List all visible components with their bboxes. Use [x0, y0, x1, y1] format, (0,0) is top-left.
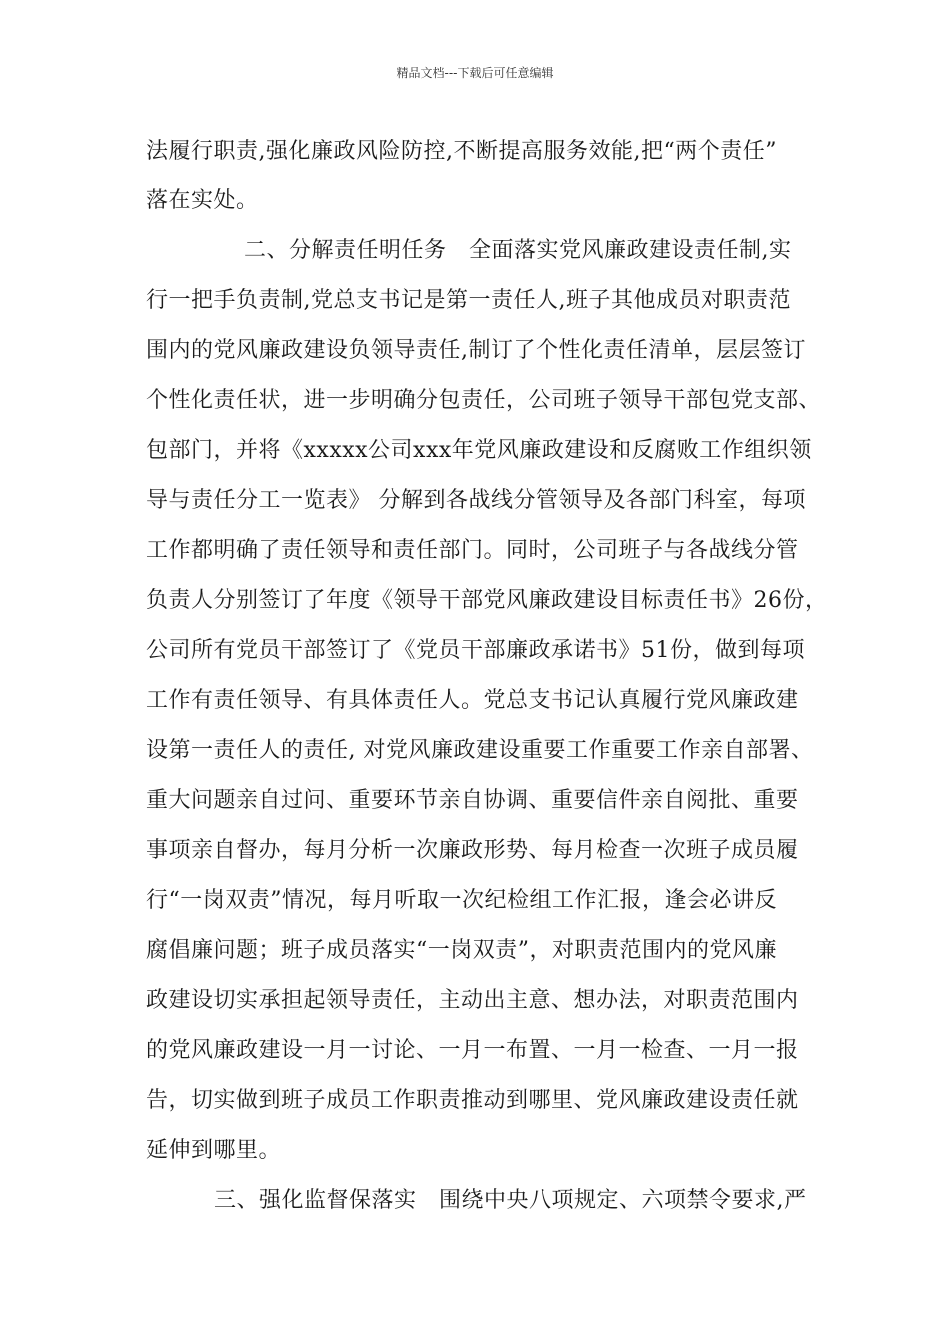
- body-line: 落在实处。: [146, 188, 259, 213]
- body-line: 包部门，并将《xxxxx公司xxx年党风廉政建设和反腐败工作组织领: [146, 438, 812, 463]
- body-line: 腐倡廉问题；班子成员落实“一岗双责”，对职责范围内的党风廉: [146, 938, 777, 963]
- page-header: 精品文档---下载后可任意编辑: [396, 66, 554, 80]
- body-line: 告，切实做到班子成员工作职责推动到哪里、党风廉政建设责任就: [146, 1088, 799, 1113]
- body-line: 的党风廉政建设一月一讨论、一月一布置、一月一检查、一月一报: [146, 1038, 799, 1063]
- body-line: 政建设切实承担起领导责任，主动出主意、想办法，对职责范围内: [146, 988, 799, 1013]
- body-line: 工作有责任领导、有具体责任人。党总支书记认真履行党风廉政建: [146, 688, 799, 713]
- body-line: 行一把手负责制,党总支书记是第一责任人,班子其他成员对职责范: [146, 288, 791, 313]
- body-line: 个性化责任状，进一步明确分包责任，公司班子领导干部包党支部、: [146, 388, 822, 413]
- section-heading-line: 三、强化监督保落实 围绕中央八项规定、六项禁令要求,严: [214, 1188, 807, 1213]
- body-line: 围内的党风廉政建设负领导责任,制订了个性化责任清单，层层签订: [146, 338, 806, 363]
- body-line: 延伸到哪里。: [146, 1138, 282, 1163]
- body-line: 设第一责任人的责任, 对党风廉政建设重要工作重要工作亲自部署、: [146, 738, 814, 763]
- body-line: 法履行职责,强化廉政风险防控,不断提高服务效能,把“两个责任”: [146, 139, 777, 164]
- body-line: 公司所有党员干部签订了《党员干部廉政承诺书》51份，做到每项: [146, 638, 805, 663]
- body-line: 重大问题亲自过问、重要环节亲自协调、重要信件亲自阅批、重要: [146, 788, 799, 813]
- body-line: 行“一岗双责”情况，每月听取一次纪检组工作汇报，逢会必讲反: [146, 888, 777, 913]
- body-line: 工作都明确了责任领导和责任部门。同时，公司班子与各战线分管: [146, 538, 799, 563]
- body-line: 导与责任分工一览表》 分解到各战线分管领导及各部门科室，每项: [146, 488, 806, 513]
- body-line: 事项亲自督办，每月分析一次廉政形势、每月检查一次班子成员履: [146, 838, 799, 863]
- section-heading-line: 二、分解责任明任务 全面落实党风廉政建设责任制,实: [244, 238, 792, 263]
- body-line: 负责人分别签订了年度《领导干部党风廉政建设目标责任书》26份，: [146, 588, 828, 613]
